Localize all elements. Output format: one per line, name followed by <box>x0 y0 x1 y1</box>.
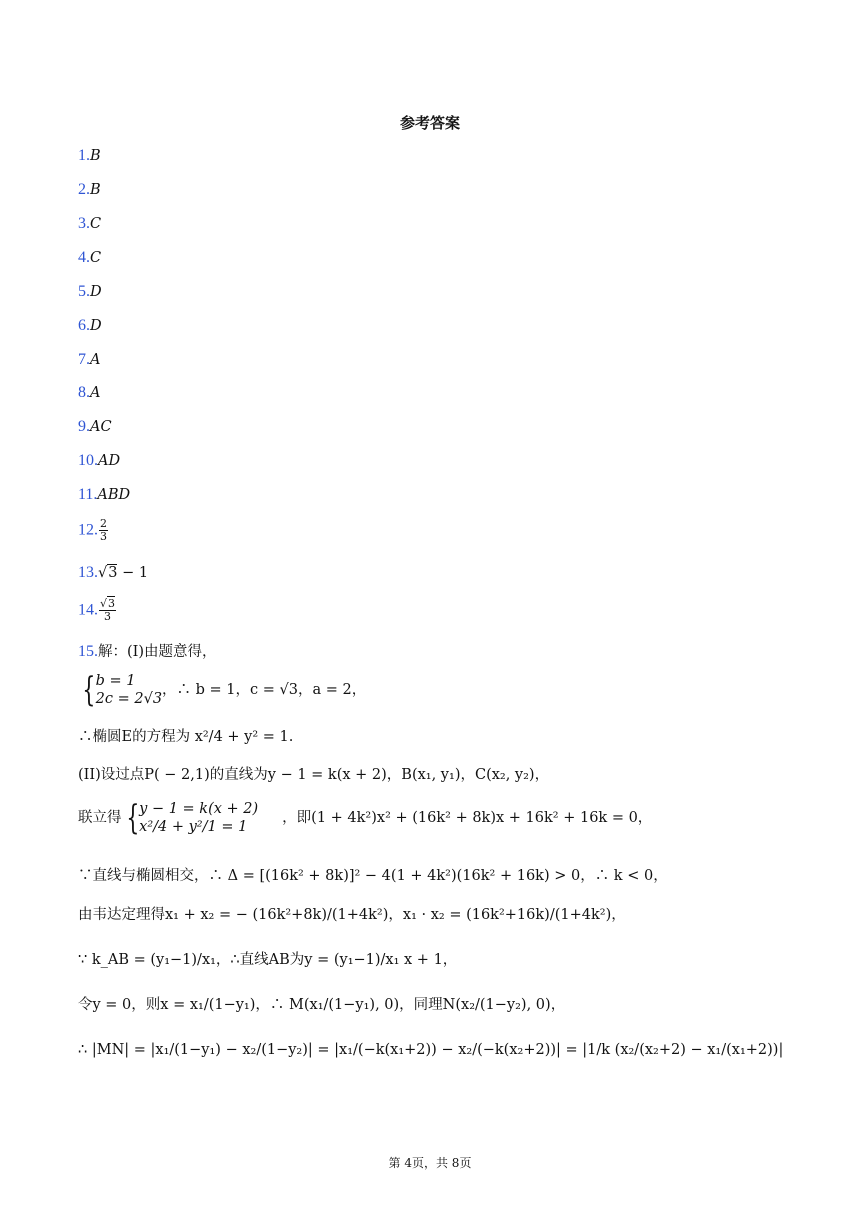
answer-number: 11. <box>78 486 98 503</box>
radicand: 3 <box>108 597 116 610</box>
answer-number: 4. <box>78 249 90 266</box>
page-title: 参考答案 <box>399 114 460 132</box>
answer-number: 13. <box>78 564 98 581</box>
numerator: 2 <box>100 517 107 530</box>
answer-value: C <box>90 216 102 232</box>
answer-number: 5. <box>78 283 90 300</box>
answer-2 <box>78 180 101 200</box>
solution-text: 解：(I)由题意得， <box>98 644 217 660</box>
answer-number: 8. <box>78 384 90 401</box>
answer-13 <box>78 563 148 583</box>
answer-value: ABD <box>97 487 131 503</box>
equation-system <box>96 672 162 708</box>
answer-number: 1. <box>78 147 90 164</box>
answer-number: 7. <box>78 351 90 368</box>
solution-15-system1 <box>78 672 366 708</box>
answer-value: B <box>90 148 101 164</box>
answer-number: 9. <box>78 418 90 435</box>
equation: x²/4 + y²/1 = 1 <box>139 819 248 835</box>
answer-rest: − 1 <box>117 565 149 581</box>
solution-text: ，即(1 + 4k²)x² + (16k² + 8k)x + 16k² + 16k = 0， <box>282 810 653 826</box>
solution-15-line10: ∴ |MN| = |x₁/(1−y₁) − x₂/(1−y₂)| = |x₁/(−k(x₁+2)) − x₂/(−k(x₂+2))| = |1/k (x₂/(x₂+2) − x₁/(x₁+2))| <box>78 1042 784 1058</box>
left-brace: { <box>82 670 96 710</box>
answer-value: A <box>90 352 101 368</box>
answer-value: D <box>90 318 102 334</box>
solution-15-line4: (II)设过点P( − 2,1)的直线为y − 1 = k(x + 2)，B(x₁, y₁)，C(x₂, y₂)， <box>78 767 550 783</box>
answer-10 <box>78 451 120 471</box>
answer-3 <box>78 214 101 234</box>
numerator: √3 <box>100 597 116 610</box>
solution-15-system2 <box>78 800 652 836</box>
equation: 2c = 2√3 <box>95 691 163 707</box>
answer-12 <box>78 518 109 543</box>
answer-11 <box>78 485 130 505</box>
solution-15-line9: 令y = 0，则x = x₁/(1−y₁)，∴ M(x₁/(1−y₁), 0)，同理N(x₂/(1−y₂), 0)， <box>78 997 566 1013</box>
answer-6 <box>78 316 102 336</box>
answer-number: 15. <box>78 643 98 660</box>
solution-15-line8: ∵ k_AB = (y₁−1)/x₁，∴直线AB为y = (y₁−1)/x₁ x + 1， <box>78 952 458 968</box>
denominator: 3 <box>100 530 107 543</box>
answer-number: 12. <box>78 521 98 539</box>
radicand: 3 <box>108 565 118 581</box>
answer-number: 10. <box>78 452 98 469</box>
answer-number: 2. <box>78 181 90 198</box>
sqrt-symbol: √ <box>98 565 108 581</box>
solution-text: ，∴ b = 1，c = √3，a = 2， <box>162 682 367 698</box>
solution-text: 联立得 <box>78 810 122 826</box>
fraction <box>99 518 108 543</box>
denominator: 3 <box>99 610 116 623</box>
equation: y − 1 = k(x + 2) <box>139 801 259 817</box>
fraction <box>99 598 116 623</box>
answer-1 <box>78 146 101 166</box>
equation-system <box>139 800 258 836</box>
answer-14 <box>78 598 117 623</box>
answer-number: 14. <box>78 601 98 619</box>
solution-15-line6: ∵直线与椭圆相交，∴ Δ = [(16k² + 8k)]² − 4(1 + 4k²)(16k² + 16k) > 0，∴ k < 0， <box>78 868 668 884</box>
answer-value: AC <box>90 419 112 435</box>
answer-value: B <box>90 182 101 198</box>
answer-value: D <box>90 284 102 300</box>
left-brace: { <box>125 798 139 838</box>
answer-8 <box>78 383 100 403</box>
answer-number: 6. <box>78 317 90 334</box>
solution-15-line7: 由韦达定理得x₁ + x₂ = − (16k²+8k)/(1+4k²)，x₁ · x₂ = (16k²+16k)/(1+4k²)， <box>78 907 626 923</box>
equation: b = 1 <box>95 673 136 689</box>
answer-9 <box>78 417 112 437</box>
answer-value: C <box>90 250 102 266</box>
answer-4 <box>78 248 101 268</box>
answer-5 <box>78 282 102 302</box>
solution-15-line3: ∴椭圆E的方程为 x²/4 + y² = 1. <box>78 729 294 745</box>
answer-number: 3. <box>78 215 90 232</box>
answer-value: AD <box>98 453 121 469</box>
solution-15-intro <box>78 642 217 662</box>
answer-7 <box>78 350 100 370</box>
answer-value: A <box>90 385 101 401</box>
page-footer: 第 4页，共 8页 <box>388 1156 472 1170</box>
